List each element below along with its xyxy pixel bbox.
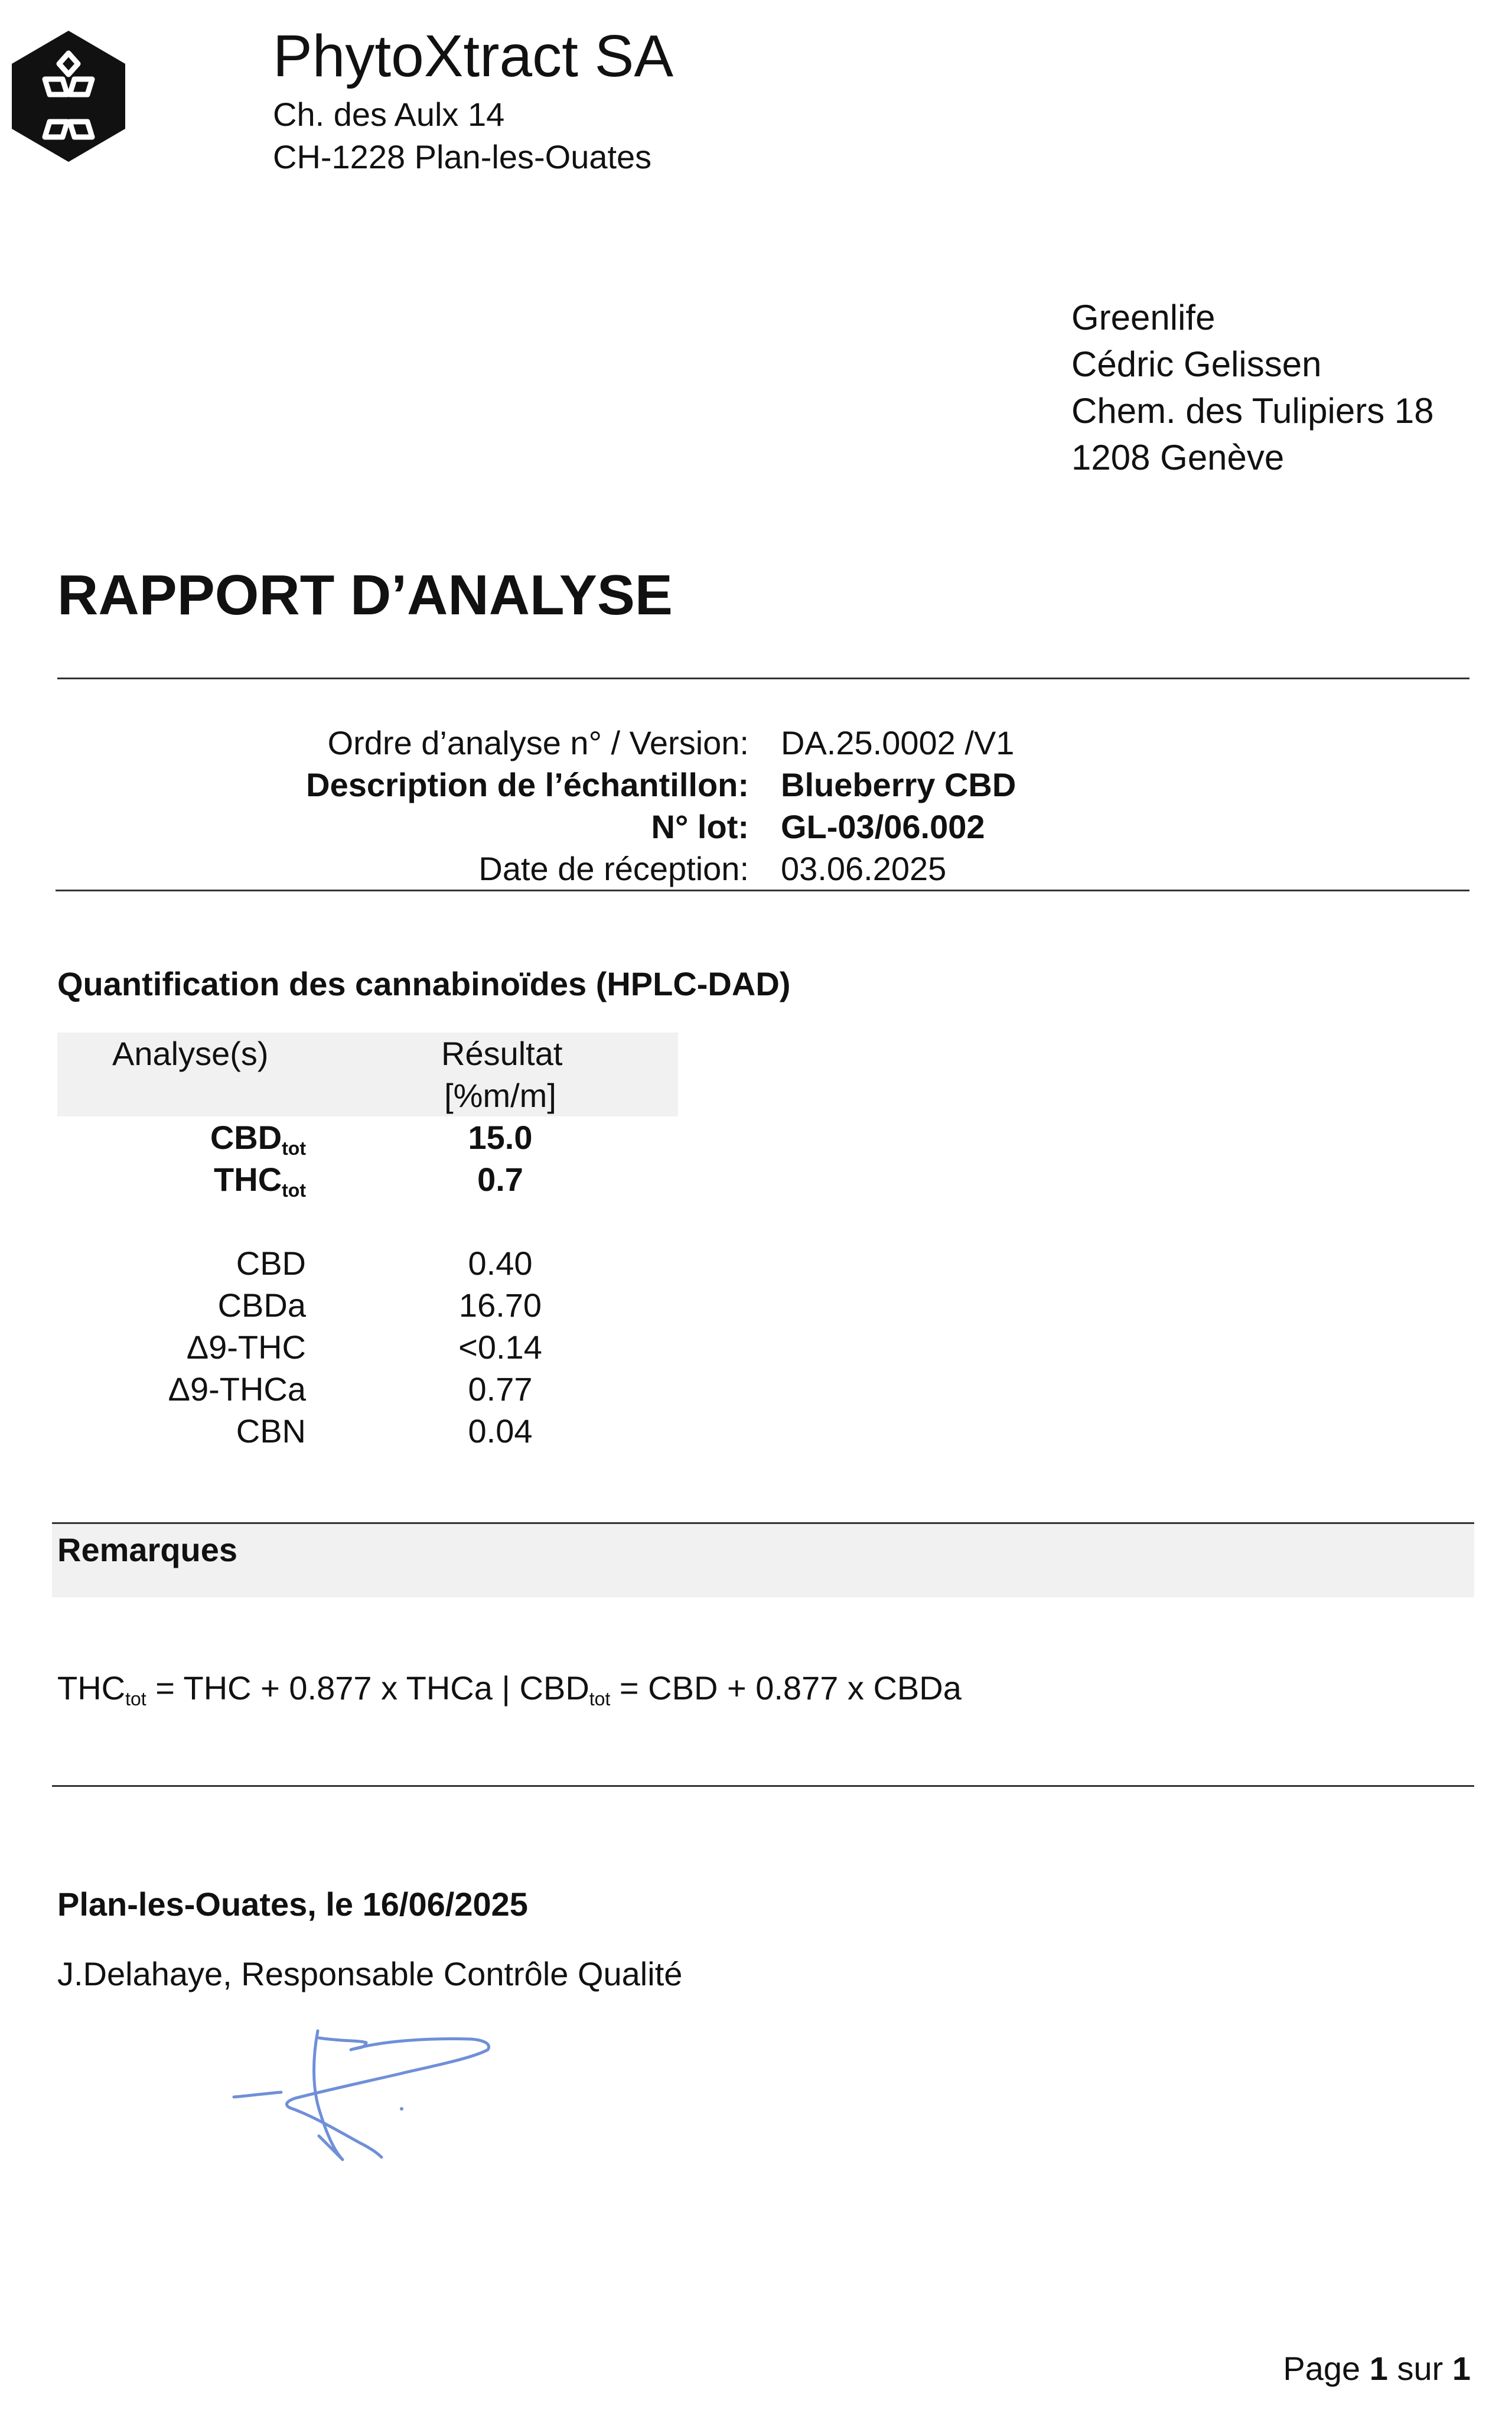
table-row (0, 1242, 709, 1284)
reception-value: 03.06.2025 (781, 850, 947, 887)
table-row-cbd-tot (0, 1116, 709, 1158)
order-label: Ordre d’analyse n° / Version: (327, 724, 749, 761)
header-unit: [%m/m] (444, 1077, 556, 1114)
analyte-name: $CBD_{tot}$ (210, 1119, 306, 1159)
company-name: PhytoXtract SA (273, 23, 674, 89)
header-analysis: Analyse(s) (112, 1035, 269, 1072)
handwritten-signature (224, 2020, 555, 2186)
info-row-reception (0, 848, 1512, 890)
remarks-title: Remarques (57, 1531, 238, 1568)
place-date: Plan-les-Ouates, le 16/06/2025 (57, 1886, 528, 1923)
lot-value: GL-03/06.002 (781, 808, 985, 845)
analyte-name: Δ9-THCa (168, 1370, 306, 1408)
signer-name: J.Delahaye, Responsable Contrôle Qualité (57, 1955, 683, 1992)
recipient-city: 1208 Genève (1071, 438, 1285, 477)
divider-info (56, 890, 1469, 891)
page-number: Page 1 sur 1 (1283, 2350, 1471, 2387)
analyte-value: 0.40 (468, 1245, 533, 1282)
analyte-value: 15.0 (468, 1119, 533, 1156)
table-row (0, 1368, 709, 1410)
analyte-value: 0.7 (477, 1161, 523, 1198)
company-street: Ch. des Aulx 14 (273, 96, 505, 133)
order-value: DA.25.0002 /V1 (781, 724, 1015, 761)
company-city: CH-1228 Plan-les-Ouates (273, 138, 652, 175)
divider-bottom (52, 1785, 1474, 1787)
recipient-name: Cédric Gelissen (1071, 344, 1322, 384)
info-row-description (0, 764, 1512, 806)
description-label: Description de l’échantillon: (306, 766, 749, 803)
results-table-header (57, 1033, 678, 1116)
divider-top (57, 678, 1469, 679)
table-row (0, 1326, 709, 1368)
totals-formula: $THC_{tot}$ = THC + 0.877 x THCa | $CBD_{tot}$ = CBD + 0.877 x CBDa (57, 1669, 962, 1709)
recipient-street: Chem. des Tulipiers 18 (1071, 391, 1434, 431)
table-row (0, 1284, 709, 1326)
analyte-name: Δ9-THC (186, 1328, 306, 1366)
lot-label: N° lot: (651, 808, 749, 845)
report-title: RAPPORT D’ANALYSE (57, 564, 673, 627)
reception-label: Date de réception: (478, 850, 749, 887)
analyte-value: <0.14 (458, 1328, 542, 1366)
header-result: Résultat (441, 1035, 563, 1072)
analyte-name: $THC_{tot}$ (214, 1161, 306, 1201)
recipient-address (1071, 294, 1434, 481)
analyte-name: CBD (236, 1245, 306, 1282)
recipient-company: Greenlife (1071, 298, 1216, 337)
analyte-value: 0.04 (468, 1412, 533, 1450)
section-title-quantification: Quantification des cannabinoïdes (HPLC-DAD) (57, 965, 791, 1002)
table-row-thc-tot (0, 1158, 709, 1200)
description-value: Blueberry CBD (781, 766, 1016, 803)
remarks-band (52, 1524, 1474, 1597)
info-row-lot (0, 806, 1512, 848)
info-row-order (0, 722, 1512, 764)
analyte-value: 0.77 (468, 1370, 533, 1408)
analyte-name: CBN (236, 1412, 306, 1450)
analyte-name: CBDa (217, 1287, 306, 1324)
company-logo (9, 28, 128, 164)
analyte-value: 16.70 (458, 1287, 542, 1324)
table-row (0, 1410, 709, 1452)
signature-dot (400, 2107, 403, 2111)
